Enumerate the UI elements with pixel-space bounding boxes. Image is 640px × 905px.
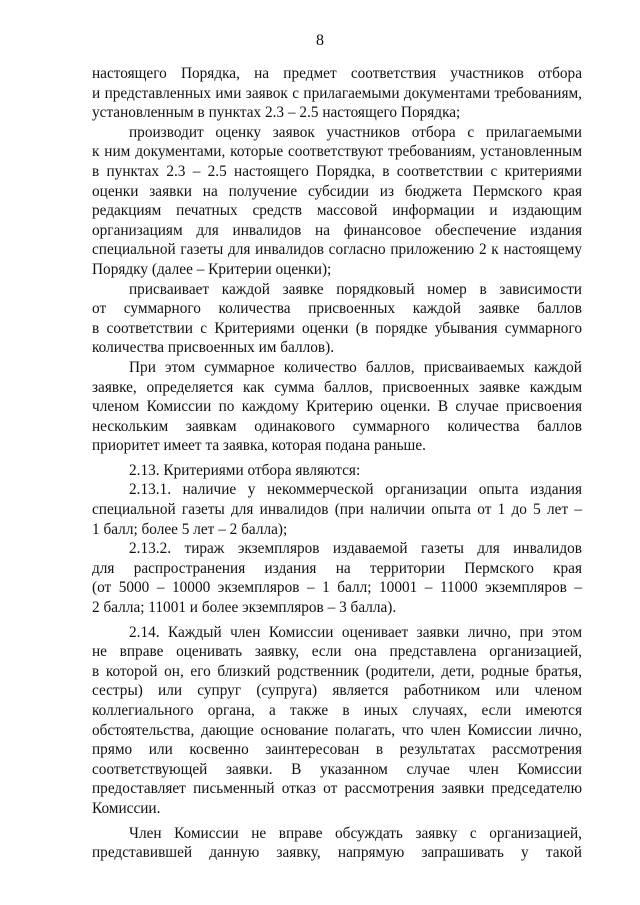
text-line: соответствующей заявки. В указанном случае член Комиссии bbox=[92, 760, 582, 778]
text-line: При этом суммарное количество баллов, присваиваемых каждой bbox=[129, 358, 582, 376]
text-line: от суммарного количества присвоенных каждой заявке баллов bbox=[92, 300, 582, 318]
text-line: коллегиального органа, а также в иных случаях, если имеются bbox=[92, 702, 582, 719]
text-line: 2 балла; 11001 и более экземпляров – 3 балла). bbox=[92, 599, 397, 617]
text-line: 2.13. Критериями отбора являются: bbox=[129, 461, 361, 479]
page-number: 8 bbox=[316, 32, 324, 49]
text-line: к ним документами, которые соответствуют требованиям, установленным bbox=[92, 143, 582, 161]
text-line: в пунктах 2.3 – 2.5 настоящего Порядка, в соответствии с критериями bbox=[92, 162, 582, 180]
text-line: 2.14. Каждый член Комиссии оценивает заявки лично, при этом bbox=[129, 623, 582, 641]
text-line: сестры) или супруг (супруга) является работником или членом bbox=[92, 682, 582, 700]
text-line: настоящего Порядка, на предмет соответствия участников отбора bbox=[92, 65, 582, 82]
text-line: не вправе оценивать заявку, если она представлена организацией, bbox=[92, 643, 582, 661]
text-line: специальной газеты для инвалидов согласно приложению 2 к настоящему bbox=[92, 241, 582, 259]
text-line: присваивает каждой заявке порядковый номер в зависимости bbox=[129, 280, 582, 298]
text-line: заявке, определяется как сумма баллов, присвоенных заявке каждым bbox=[92, 378, 582, 396]
text-line: в соответствии с Критериями оценки (в порядке убывания суммарного bbox=[92, 319, 582, 337]
text-line: количества присвоенных им баллов). bbox=[92, 339, 335, 357]
paragraph bbox=[92, 123, 582, 280]
text-line: приоритет имеет та заявка, которая подана раньше. bbox=[92, 437, 426, 455]
text-line: Порядку (далее – Критерии оценки); bbox=[92, 260, 332, 278]
text-line: обстоятельства, дающие основание полагать, что член Комиссии лично, bbox=[92, 721, 582, 739]
text-line: 2.13.2. тираж экземпляров издаваемой газеты для инвалидов bbox=[129, 540, 582, 558]
text-line: редакциям печатных средств массовой информации и издающим bbox=[92, 202, 582, 220]
text-line: членом Комиссии по каждому Критерию оценки. В случае присвоения bbox=[92, 398, 582, 416]
paragraph bbox=[92, 461, 582, 481]
text-line: нескольким заявкам одинакового суммарного количества баллов bbox=[92, 417, 582, 435]
text-line: производит оценку заявок участников отбора с прилагаемыми bbox=[129, 123, 582, 141]
text-line: Комиссии. bbox=[92, 799, 161, 817]
paragraph bbox=[92, 480, 582, 539]
text-line: для распространения издания на территории Пермского края bbox=[92, 559, 582, 577]
text-line: представившей данную заявку, напрямую запрашивать у такой bbox=[92, 844, 582, 862]
text-line: 2.13.1. наличие у некоммерческой организации опыта издания bbox=[129, 481, 582, 499]
text-line: специальной газеты для инвалидов (при наличии опыта от 1 до 5 лет – bbox=[92, 501, 582, 519]
text-line: Член Комиссии не вправе обсуждать заявку с организацией, bbox=[129, 824, 582, 842]
text-line: прямо или косвенно заинтересован в результатах рассмотрения bbox=[92, 741, 582, 759]
text-line: и представленных ими заявок с прилагаемыми документами требованиям, bbox=[92, 84, 582, 102]
text-line: в которой он, его близкий родственник (родители, дети, родные братья, bbox=[92, 662, 582, 680]
text-line: 1 балл; более 5 лет – 2 балла); bbox=[92, 520, 288, 538]
text-line: оценки заявки на получение субсидии из бюджета Пермского края bbox=[92, 182, 582, 200]
paragraph bbox=[92, 358, 582, 456]
paragraph bbox=[92, 280, 582, 358]
paragraph bbox=[92, 824, 582, 863]
text-line: установленным в пунктах 2.3 – 2.5 настоящего Порядка; bbox=[92, 104, 461, 122]
document-body bbox=[92, 64, 582, 863]
text-line: организациям для инвалидов на финансовое обеспечение издания bbox=[92, 221, 582, 239]
text-line: предоставляет письменный отказ от рассмотрения заявки председателю bbox=[92, 780, 582, 798]
paragraph bbox=[92, 623, 582, 819]
paragraph bbox=[92, 64, 582, 123]
paragraph bbox=[92, 539, 582, 617]
text-line: (от 5000 – 10000 экземпляров – 1 балл; 10001 – 11000 экземпляров – bbox=[92, 579, 582, 597]
